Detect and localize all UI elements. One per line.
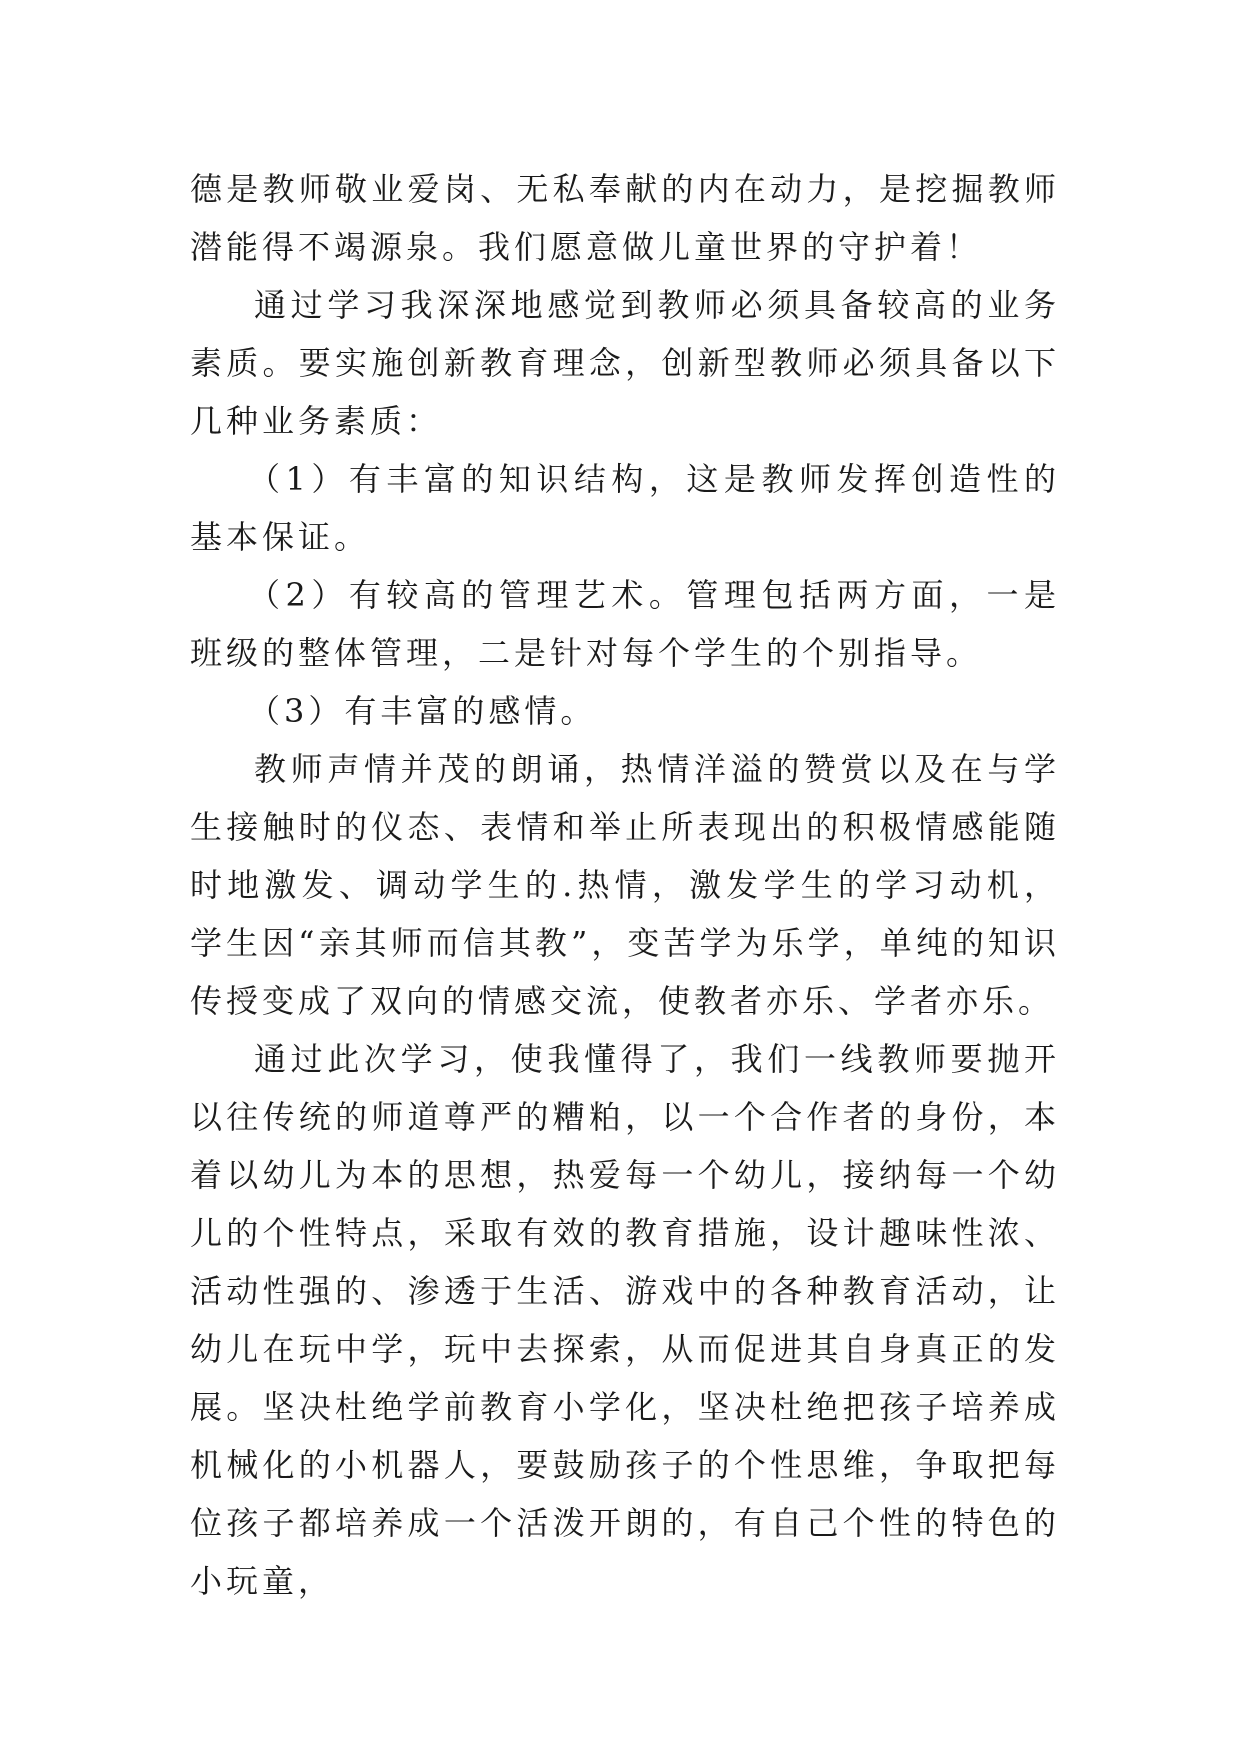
paragraph-business-quality-intro: 通过学习我深深地感觉到教师必须具备较高的业务素质。要实施创新教育理念，创新型教师必须具备以下几种业务素质：	[190, 286, 1060, 440]
paragraph-item-1: （1）有丰富的知识结构，这是教师发挥创造性的基本保证。	[190, 460, 1060, 556]
paragraph-teacher-emotion: 教师声情并茂的朗诵，热情洋溢的赞赏以及在与学生接触时的仪态、表情和举止所表现出的积极情感能随时地激发、调动学生的.热情，激发学生的学习动机，学生因“亲其师而信其教”，变苦学为乐学，单纯的知识传授变成了双向的情感交流，使教者亦乐、学者亦乐。	[190, 750, 1060, 1020]
paragraph-conclusion: 通过此次学习，使我懂得了，我们一线教师要抛开以往传统的师道尊严的糟粕，以一个合作者的身份，本着以幼儿为本的思想，热爱每一个幼儿，接纳每一个幼儿的个性特点，采取有效的教育措施，设计趣味性浓、活动性强的、渗透于生活、游戏中的各种教育活动，让幼儿在玩中学，玩中去探索，从而促进其自身真正的发展。坚决杜绝学前教育小学化，坚决杜绝把孩子培养成机械化的小机器人，要鼓励孩子的个性思维，争取把每位孩子都培养成一个活泼开朗的，有自己个性的特色的小玩童，	[190, 1040, 1060, 1600]
paragraph-item-3: （3）有丰富的感情。	[248, 692, 597, 730]
document-body	[190, 160, 1060, 1610]
paragraph-item-2: （2）有较高的管理艺术。管理包括两方面，一是班级的整体管理，二是针对每个学生的个别指导。	[190, 576, 1060, 672]
paragraph-continuation: 德是教师敬业爱岗、无私奉献的内在动力，是挖掘教师潜能得不竭源泉。我们愿意做儿童世界的守护着！	[190, 170, 1060, 266]
